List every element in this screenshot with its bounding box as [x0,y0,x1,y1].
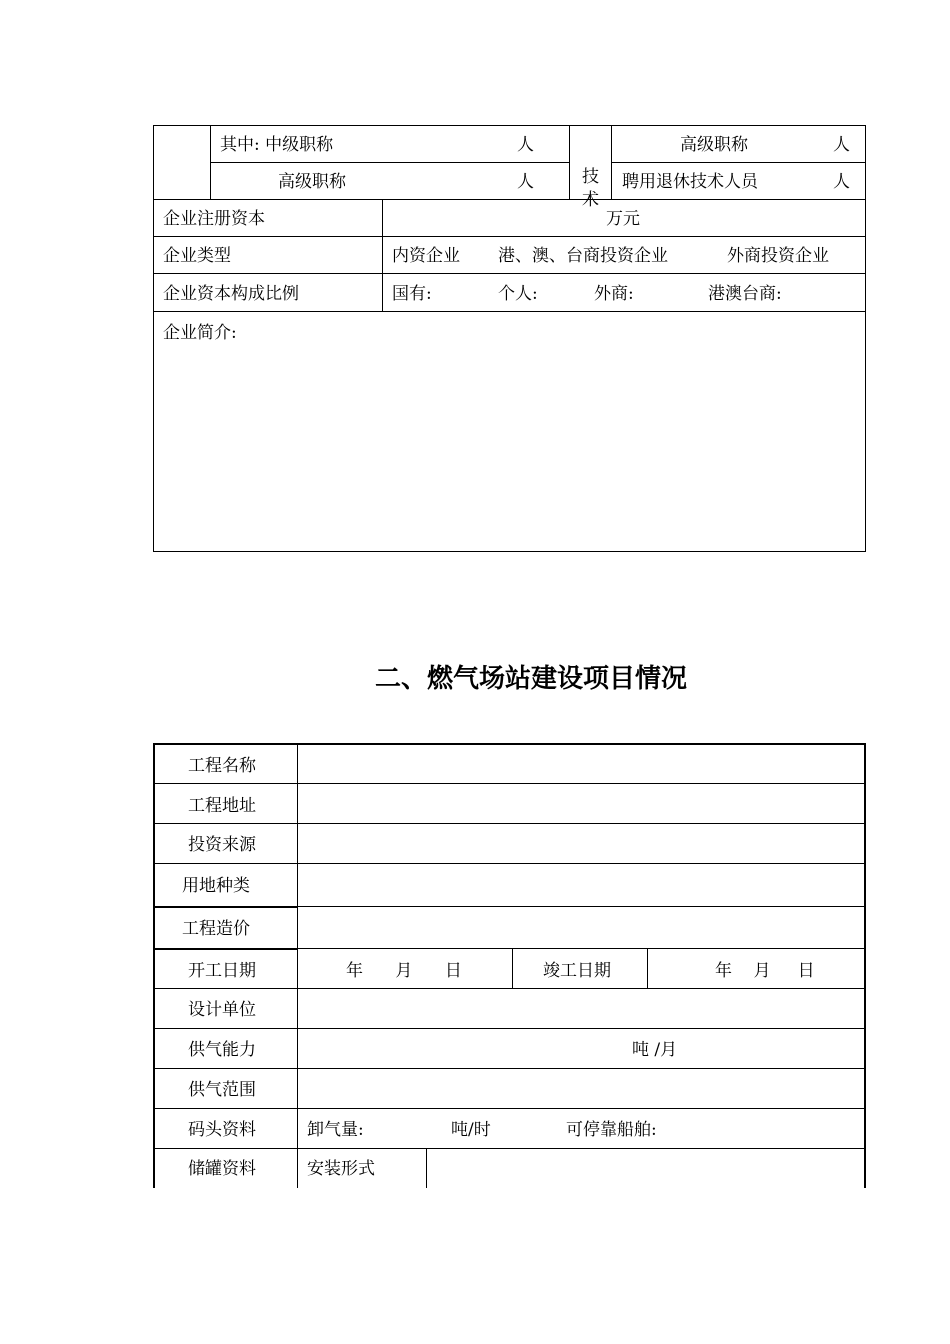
t2-line-date-mid2 [647,948,648,988]
ratio-foreign: 外商: [594,284,634,304]
t2-line-r2 [153,823,865,824]
senior-title-unit: 人 [517,172,534,192]
t2-line-date-mid1 [512,948,513,988]
mid-title-unit: 人 [517,135,534,155]
company-type-foreign: 外商投资企业 [727,246,829,266]
t2-line-r3 [153,863,865,864]
supply-capacity-label: 供气能力 [188,1040,256,1060]
t2-line-r4b [297,906,865,907]
t2-line-left [153,743,155,1188]
unload-label: 卸气量: [307,1120,364,1140]
completion-date-value: 年 月 日 [715,961,815,981]
t2-line-r5a [153,948,297,950]
project-address-label: 工程地址 [188,796,256,816]
retired-tech-label: 聘用退休技术人员 [622,172,758,192]
registered-capital-label: 企业注册资本 [163,209,265,229]
completion-date-label: 竣工日期 [543,961,611,981]
tech-char-1: 技 [582,167,599,187]
senior-title-label: 高级职称 [278,172,346,192]
company-type-domestic: 内资企业 [392,246,460,266]
tech-char-2: 术 [582,190,599,210]
tank-info-label: 储罐资料 [188,1159,256,1179]
berth-label: 可停靠船舶: [566,1120,657,1140]
capital-ratio-label: 企业资本构成比例 [163,284,299,304]
t2-line-r9 [153,1108,865,1109]
unload-unit: 吨/时 [451,1120,491,1140]
t2-line-r1 [153,783,865,784]
start-date-label: 开工日期 [188,961,256,981]
project-cost-label: 工程造价 [182,919,250,939]
install-form-label: 安装形式 [307,1159,375,1179]
t2-line-label-col [297,743,298,1188]
company-intro-label: 企业简介: [163,323,237,343]
supply-range-label: 供气范围 [188,1080,256,1100]
t2-line-top [153,743,866,745]
project-name-label: 工程名称 [188,756,256,776]
ratio-state: 国有: [392,284,432,304]
t2-line-r8 [153,1068,865,1069]
t2-line-r4a [153,906,297,908]
company-type-label: 企业类型 [163,246,231,266]
ratio-hkmotw: 港澳台商: [708,284,782,304]
retired-tech-unit: 人 [833,172,850,192]
t2-line-install-col [426,1148,427,1188]
ratio-personal: 个人: [498,284,538,304]
t2-line-r7 [153,1028,865,1029]
registered-capital-unit: 万元 [606,209,640,229]
start-date-value: 年 月 日 [346,961,462,981]
t2-line-right [864,743,866,1188]
land-type-label: 用地种类 [182,876,250,896]
t2-line-r10 [153,1148,865,1149]
t2-line-r6 [153,988,865,989]
section-title: 二、燃气场站建设项目情况 [375,664,688,694]
company-type-hkmotw: 港、澳、台商投资企业 [498,246,668,266]
design-unit-label: 设计单位 [188,1000,256,1020]
supply-capacity-unit: 吨 /月 [632,1040,678,1060]
t2-line-r5b [297,948,865,949]
mid-title-label: 其中: 中级职称 [220,135,334,155]
wharf-info-label: 码头资料 [188,1120,256,1140]
tech-senior-label: 高级职称 [680,135,748,155]
tech-senior-unit: 人 [833,135,850,155]
funding-source-label: 投资来源 [188,835,256,855]
